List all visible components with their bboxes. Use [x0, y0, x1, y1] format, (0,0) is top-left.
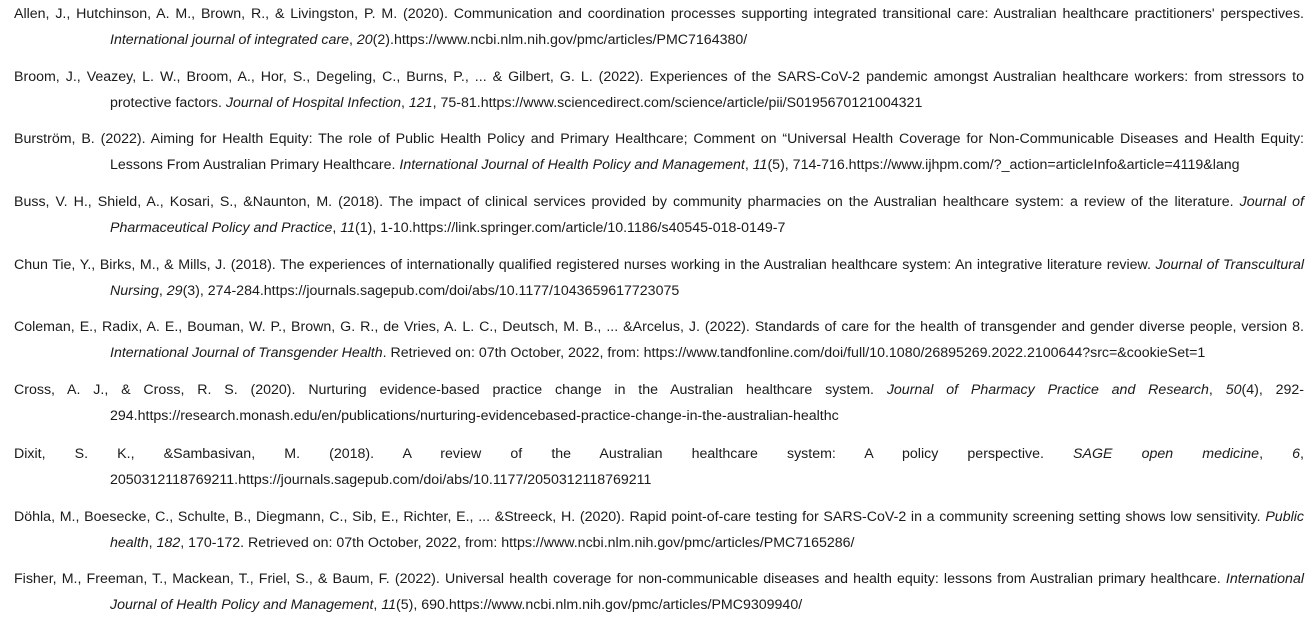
reference-text: ,: [148, 535, 157, 551]
reference-url: (3), 274-284.https://journals.sagepub.com/doi/abs/10.1177/1043659617723075: [182, 283, 680, 299]
reference-text: ,: [373, 597, 382, 613]
journal-title: Public health: [110, 509, 1304, 551]
journal-title: Journal of Pharmacy Practice and Research: [886, 382, 1209, 398]
reference-entry: [14, 441, 1304, 493]
reference-url: (5), 714-716.https://www.ijhpm.com/?_action=articleInfo&article=4119&lang: [767, 157, 1240, 173]
reference-entry: [14, 126, 1304, 178]
reference-text: ,: [744, 157, 753, 173]
journal-title: SAGE open medicine: [1073, 446, 1260, 462]
reference-text: ,: [1208, 382, 1226, 398]
reference-url: , 2050312118769211.https://journals.sagepub.com/doi/abs/10.1177/2050312118769211: [110, 446, 1304, 488]
reference-entry: [14, 189, 1304, 241]
reference-url: (4), 292-294.https://research.monash.edu/en/publications/nurturing-evidencebased-practice-change-in-the-australian-healthc: [110, 382, 1305, 424]
reference-url: (5), 690.https://www.ncbi.nlm.nih.gov/pmc/articles/PMC9309940/: [396, 597, 803, 613]
reference-text: ,: [1259, 446, 1293, 462]
journal-title: Journal of Hospital Infection: [225, 95, 402, 111]
reference-text: ,: [158, 283, 167, 299]
reference-url: , 170-172. Retrieved on: 07th October, 2022, from: https://www.ncbi.nlm.nih.gov/pmc/articles/PMC7165286/: [180, 535, 855, 551]
reference-text: Fisher, M., Freeman, T., Mackean, T., Friel, S., & Baum, F. (2022). Universal health coverage for non-communicable diseases and health equity: lessons from Australian primary healthcare.: [14, 571, 1226, 587]
reference-text: Buss, V. H., Shield, A., Kosari, S., &Naunton, M. (2018). The impact of clinical services provided by community pharmacies on the Australian healthcare system: a review of the literature.: [14, 194, 1240, 210]
volume-number: 50: [1225, 382, 1242, 398]
journal-title: International Journal of Health Policy and Management: [110, 571, 1304, 613]
journal-title: International Journal of Health Policy and Management: [399, 157, 745, 173]
volume-number: 11: [381, 597, 397, 613]
reference-url: , 75-81.https://www.sciencedirect.com/science/article/pii/S0195670121004321: [432, 95, 923, 111]
journal-title: Journal of Pharmaceutical Policy and Practice: [110, 194, 1304, 236]
journal-title: International journal of integrated care: [110, 32, 349, 48]
reference-entry: [14, 377, 1304, 429]
volume-number: 11: [340, 220, 355, 236]
reference-url: (1), 1-10.https://link.springer.com/article/10.1186/s40545-018-0149-7: [355, 220, 786, 236]
volume-number: 20: [356, 32, 373, 48]
reference-entry: [14, 64, 1304, 116]
reference-text: . Retrieved on: 07th October, 2022, from: https://www.tandfonline.com/doi/full/10.1080/26895269.2022.2100644?src=&cookieSet=1: [382, 345, 1206, 361]
reference-entry: [14, 252, 1304, 304]
reference-text: ,: [332, 220, 341, 236]
reference-text: Döhla, M., Boesecke, C., Schulte, B., Diegmann, C., Sib, E., Richter, E., ... &Streeck, H. (2020). Rapid point-of-care testing for SARS-CoV-2 in a community screening setting shows low sensitivity.: [14, 509, 1266, 525]
reference-url: (2).https://www.ncbi.nlm.nih.gov/pmc/articles/PMC7164380/: [372, 32, 748, 48]
reference-entry: [14, 566, 1304, 618]
volume-number: 6: [1292, 446, 1301, 462]
journal-title: International Journal of Transgender Health: [110, 345, 383, 361]
volume-number: 11: [752, 157, 768, 173]
reference-text: ,: [348, 32, 357, 48]
volume-number: 121: [408, 95, 433, 111]
volume-number: 182: [156, 535, 181, 551]
reference-entry: [14, 314, 1304, 366]
reference-text: Burström, B. (2022). Aiming for Health Equity: The role of Public Health Policy and Primary Healthcare; Comment on “Universal Health Coverage for Non-Communicable Diseases and Health Equity: Lessons From Australian Primary Healthcare.: [14, 131, 1304, 173]
volume-number: 29: [166, 283, 183, 299]
reference-text: Cross, A. J., & Cross, R. S. (2020). Nurturing evidence-based practice change in the Australian healthcare system.: [14, 382, 887, 398]
reference-entry: [14, 1, 1304, 53]
reference-text: Coleman, E., Radix, A. E., Bouman, W. P., Brown, G. R., de Vries, A. L. C., Deutsch, M. B., ... &Arcelus, J. (2022). Standards of care for the health of transgender and gender diverse people, version 8.: [14, 319, 1304, 335]
reference-text: Allen, J., Hutchinson, A. M., Brown, R., & Livingston, P. M. (2020). Communication and coordination processes supporting integrated transitional care: Australian healthcare practitioners' perspectives.: [14, 6, 1304, 22]
reference-text: Chun Tie, Y., Birks, M., & Mills, J. (2018). The experiences of internationally qualified registered nurses working in the Australian healthcare system: An integrative literature review.: [14, 257, 1156, 273]
reference-text: Broom, J., Veazey, L. W., Broom, A., Hor, S., Degeling, C., Burns, P., ... & Gilbert, G. L. (2022). Experiences of the SARS-CoV-2 pandemic amongst Australian healthcare workers: from stressors to protective factors.: [14, 69, 1304, 111]
journal-title: Journal of Transcultural Nursing: [110, 257, 1305, 299]
reference-text: Dixit, S. K., &Sambasivan, M. (2018). A review of the Australian healthcare system: A policy perspective.: [14, 446, 1074, 462]
reference-entry: [14, 504, 1304, 556]
reference-text: ,: [401, 95, 409, 111]
